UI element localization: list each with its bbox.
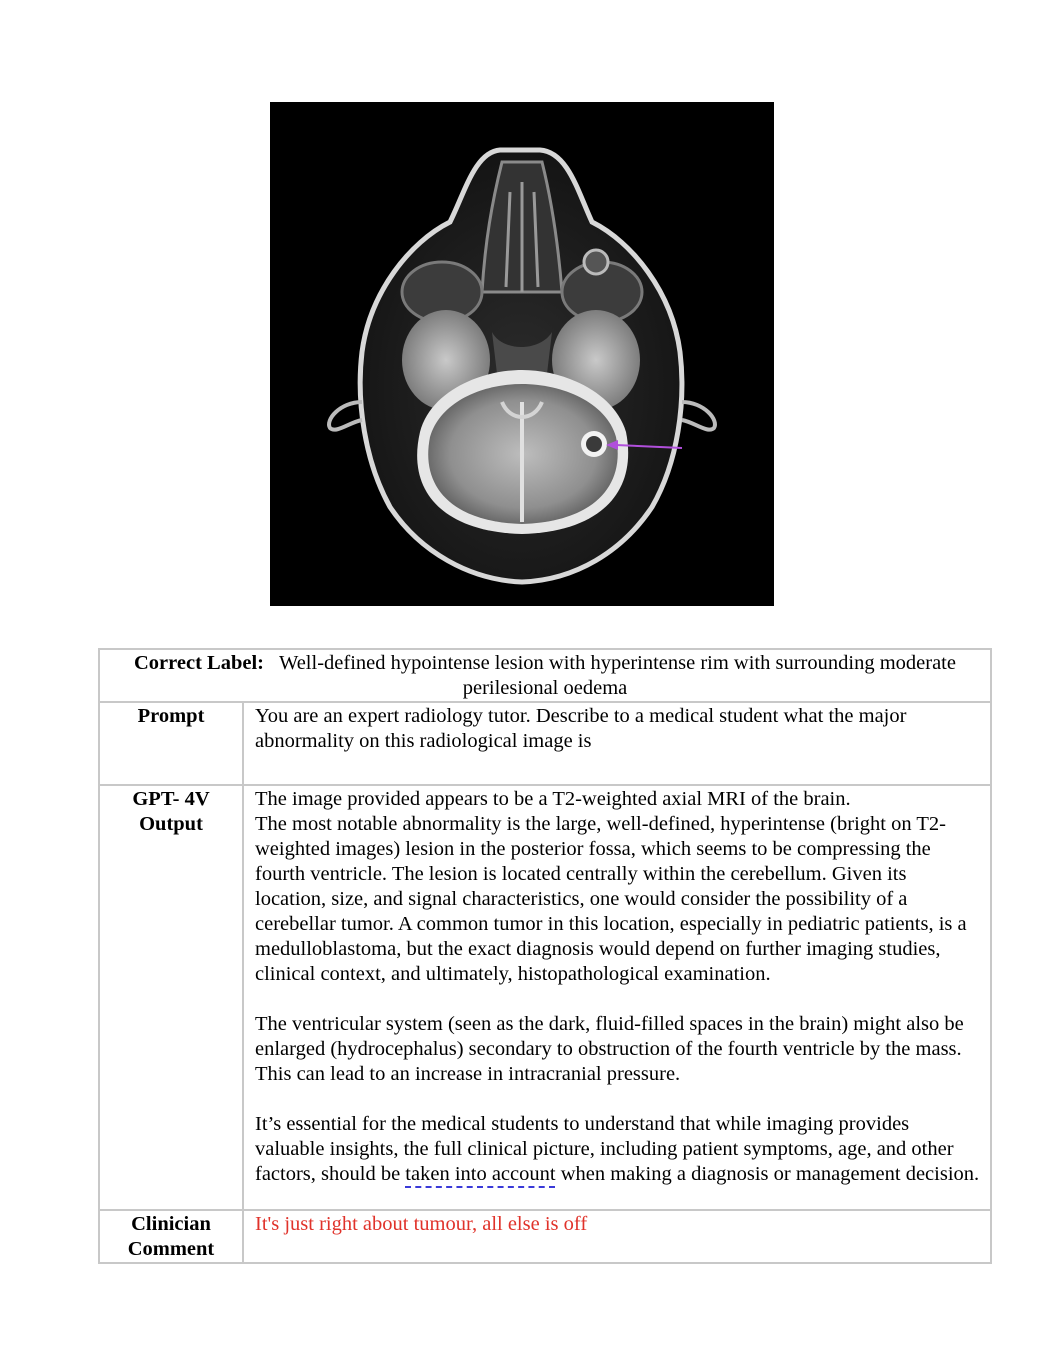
mri-image — [270, 102, 774, 606]
comment-text: It's just right about tumour, all else is off — [243, 1210, 991, 1263]
output-row — [99, 785, 991, 1210]
output-label: GPT- 4V Output — [99, 785, 243, 1210]
comment-label: Clinician Comment — [99, 1210, 243, 1263]
output-para-2: The ventricular system (seen as the dark, fluid-filled spaces in the brain) might also be enlarged (hydrocephalus) secondary to obstruction of the fourth ventricle by the mass. This can lead to an increase in intracranial pressure. — [255, 1013, 964, 1085]
output-line-1: The image provided appears to be a T2-weighted axial MRI of the brain. — [255, 788, 851, 810]
mri-scan-image — [270, 102, 774, 606]
prompt-text: You are an expert radiology tutor. Describe to a medical student what the major abnormality on this radiological image is — [243, 702, 991, 785]
grammar-flag-underline[interactable]: taken into account — [405, 1163, 556, 1185]
prompt-row — [99, 702, 991, 785]
output-text — [243, 785, 991, 1210]
output-para-3-start: It’s essential for the medical students to understand that while imaging provides valuable insights, the full clinical picture, including patient symptoms, age, and other factors, should be — [255, 1113, 954, 1185]
correct-label-heading: Correct Label: — [134, 652, 264, 674]
output-para-1: The most notable abnormality is the large, well-defined, hyperintense (bright on T2-weighted images) lesion in the posterior fossa, which seems to be compressing the fourth ventricle. The lesion is located centrally within the cerebellum. Given its location, size, and signal characteristics, one would consider the possibility of a cerebellar tumor. A common tumor in this location, especially in pediatric patients, is a medulloblastoma, but the exact diagnosis would depend on further imaging studies, clinical context, and ultimately, histopathological examination. — [255, 813, 967, 985]
comment-row — [99, 1210, 991, 1263]
prompt-label: Prompt — [99, 702, 243, 785]
output-para-3-end: when making a diagnosis or management decision. — [555, 1163, 980, 1185]
correct-label-row — [99, 649, 991, 702]
correct-label-value: Well-defined hypointense lesion with hyperintense rim with surrounding moderate perilesional oedema — [279, 652, 956, 699]
output-paragraph — [255, 787, 980, 987]
output-para-3 — [255, 1112, 980, 1187]
correct-label-cell — [99, 649, 991, 702]
review-table — [98, 648, 992, 1264]
